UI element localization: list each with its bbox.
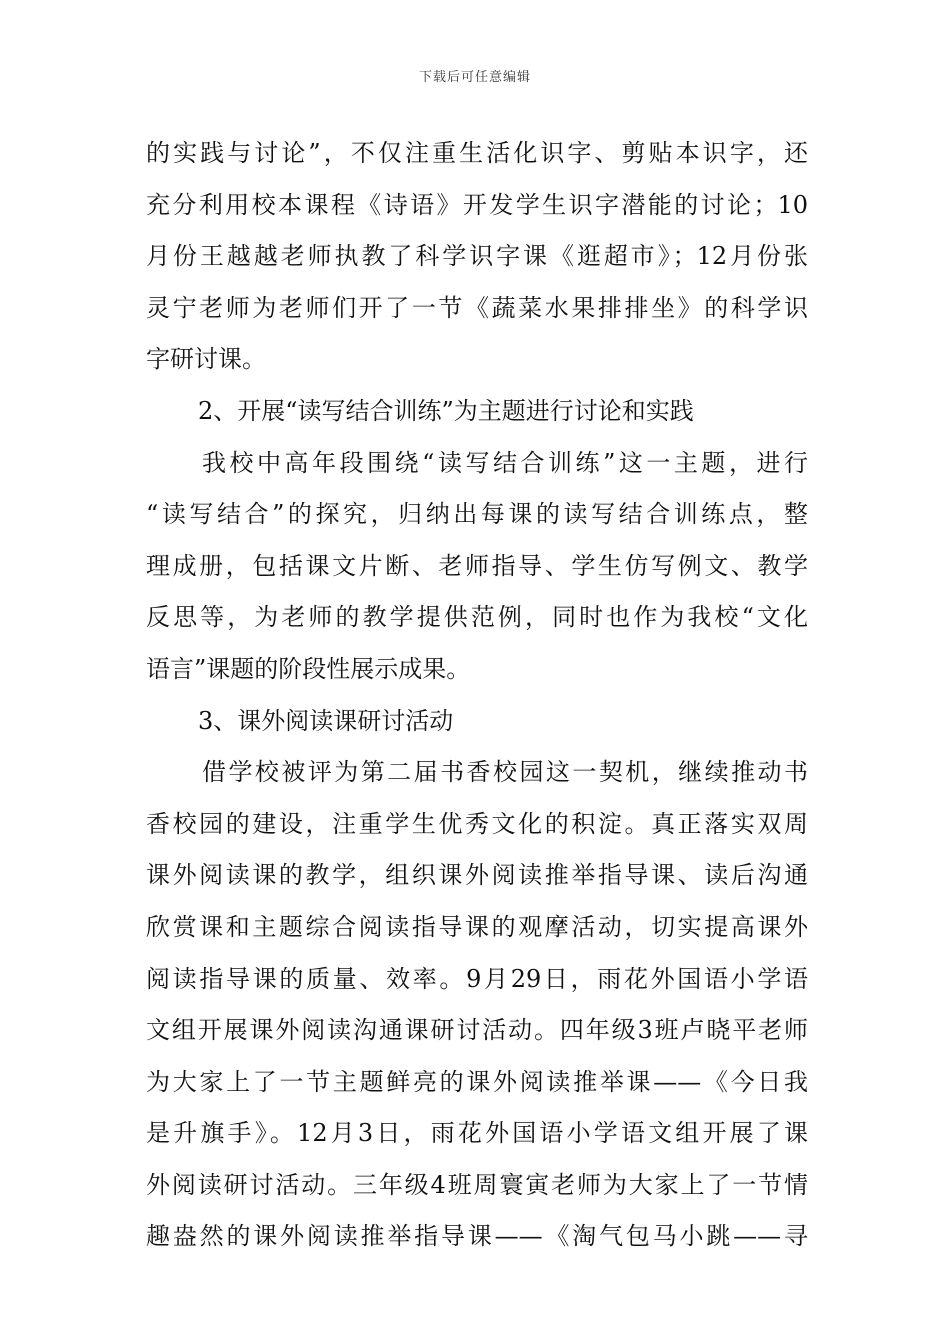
text-line: 欣赏课和主题综合阅读指导课的观摩活动，切实提高课外 <box>146 912 808 941</box>
text-line: “读写结合”的探究，归纳出每课的读写结合训练点，整 <box>146 500 808 529</box>
text-line: 阅读指导课的质量、效率。9月29日，雨花外国语小学语 <box>146 964 808 993</box>
text-line: 我校中高年段围绕“读写结合训练”这一主题，进行 <box>202 448 808 477</box>
text-line: 的实践与讨论”，不仅注重生活化识字、剪贴本识字，还 <box>146 139 808 167</box>
text-line: 趣盎然的课外阅读推举指导课——《淘气包马小跳——寻 <box>146 1222 808 1251</box>
text-line: 借学校被评为第二届书香校园这一契机，继续推动书 <box>202 758 808 787</box>
text-line: 字研讨课。 <box>146 345 266 374</box>
document-body <box>146 128 808 1263</box>
text-line: 外阅读研讨活动。三年级4班周寰寅老师为大家上了一节情 <box>146 1170 808 1199</box>
text-line: 灵宁老师为老师们开了一节《蔬菜水果排排坐》的科学识 <box>146 293 808 322</box>
text-line: 为大家上了一节主题鲜亮的课外阅读推举课——《今日我 <box>146 1067 808 1096</box>
text-line: 香校园的建设，注重学生优秀文化的积淀。真正落实双周 <box>146 809 808 838</box>
text-line: 理成册，包括课文片断、老师指导、学生仿写例文、教学 <box>146 551 808 580</box>
text-line: 月份王越越老师执教了科学识字课《逛超市》；12月份张 <box>146 242 808 271</box>
text-line: 充分利用校本课程《诗语》开发学生识字潜能的讨论；10 <box>146 190 808 219</box>
section-heading: 3、课外阅读课研讨活动 <box>198 706 454 735</box>
text-line: 课外阅读课的教学，组织课外阅读推举指导课、读后沟通 <box>146 861 808 890</box>
text-line: 文组开展课外阅读沟通课研讨活动。四年级3班卢晓平老师 <box>146 1016 808 1045</box>
text-line: 是升旗手》。12月3日，雨花外国语小学语文组开展了课 <box>146 1119 808 1148</box>
text-line: 语言”课题的阶段性展示成果。 <box>146 654 471 683</box>
text-line: 反思等，为老师的教学提供范例，同时也作为我校“文化 <box>146 603 808 632</box>
section-heading: 2、开展“读写结合训练”为主题进行讨论和实践 <box>198 396 694 425</box>
page-header: 下载后可任意编辑 <box>418 70 531 85</box>
